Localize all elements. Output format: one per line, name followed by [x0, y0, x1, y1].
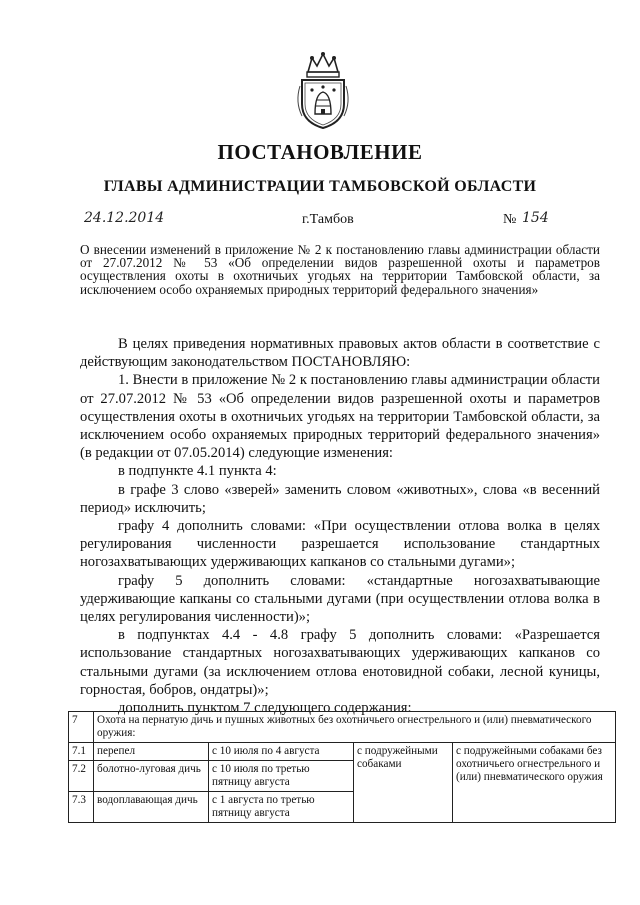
document-body	[80, 335, 600, 717]
document-subject: О внесении изменений в приложение № 2 к постановлению главы администрации области от 27.07.2012 № 53 «Об определении видов разрешенной охоты и параметров осуществления охоты в охотничьих угодьях на территории Тамбовской области, за исключением особо охраняемых природных территорий федерального значения»	[80, 242, 600, 297]
body-paragraph: в подпункте 4.1 пункта 4:	[118, 463, 277, 480]
coat-of-arms-icon	[294, 52, 352, 130]
document-city: г.Тамбов	[302, 212, 354, 227]
table-cell-section-title: Охота на пернатую дичь и пушных животных без охотничьего огнестрельного и (или) пневматического оружия:	[94, 712, 616, 743]
document-title: ПОСТАНОВЛЕНИЕ	[217, 140, 423, 164]
document-number-label: №	[503, 212, 517, 227]
table-cell-period: с 10 июля по 4 августа	[209, 743, 354, 761]
body-paragraph: 1. Внести в приложение № 2 к постановлению главы администрации области от 27.07.2012 № 53 «Об определении видов разрешенной охоты и параметров осуществления охоты в охотничьих угодьях на территории Тамбовской области, за исключением особо охраняемых природных территорий федерального значения» (в редакции от 07.05.2014) следующие изменения:	[80, 372, 600, 462]
table-cell-number: 7.1	[69, 743, 94, 761]
table-cell-tools: с подружейными собаками без охотничьего огнестрельного и (или) пневматического оружия	[453, 743, 616, 823]
body-paragraph: графу 5 дополнить словами: «стандартные ногозахватывающие удерживающие капканы со стальными дугами (при осуществлении отлова волка в целях регулирования численности)»;	[80, 572, 600, 626]
table-cell-period: с 10 июля по третью пятницу августа	[209, 761, 354, 792]
body-paragraph: графу 4 дополнить словами: «При осуществлении отлова волка в целях регулирования численности разрешается использование стандартных ногозахватывающих удерживающих капканов со стальными дугами»;	[80, 518, 600, 571]
table-cell-period: с 1 августа по третью пятницу августа	[209, 792, 354, 823]
table-cell-name: водоплавающая дичь	[94, 792, 209, 823]
body-paragraph: дополнить пунктом 7 следующего содержания:	[118, 700, 412, 717]
table-cell-name: перепел	[94, 743, 209, 761]
body-paragraph: в подпунктах 4.4 - 4.8 графу 5 дополнить словами: «Разрешается использование стандартных ногозахватывающих удерживающих капканов со стальными дугами (за исключением отлова енотовидной собаки, лесной куницы, горностая, бобров, ондатры)»;	[80, 627, 600, 698]
table-cell-number: 7.2	[69, 761, 94, 792]
table-row	[69, 712, 616, 743]
body-paragraph: В целях приведения нормативных правовых актов области в соответствие с действующим законодательством ПОСТАНОВЛЯЮ:	[80, 336, 600, 371]
table-cell-name: болотно-луговая дичь	[94, 761, 209, 792]
table-cell-number: 7	[69, 712, 94, 743]
document-date: 24.12.2014	[84, 210, 165, 226]
table-cell-method: с подружейными собаками	[354, 743, 453, 823]
amendment-table	[68, 711, 616, 823]
table-row	[69, 743, 616, 761]
body-paragraph: в графе 3 слово «зверей» заменить словом «животных», слова «в весенний период» исключить;	[80, 481, 600, 516]
issuer-title: ГЛАВЫ АДМИНИСТРАЦИИ ТАМБОВСКОЙ ОБЛАСТИ	[103, 178, 537, 195]
table-cell-number: 7.3	[69, 792, 94, 823]
document-number: 154	[522, 210, 549, 226]
